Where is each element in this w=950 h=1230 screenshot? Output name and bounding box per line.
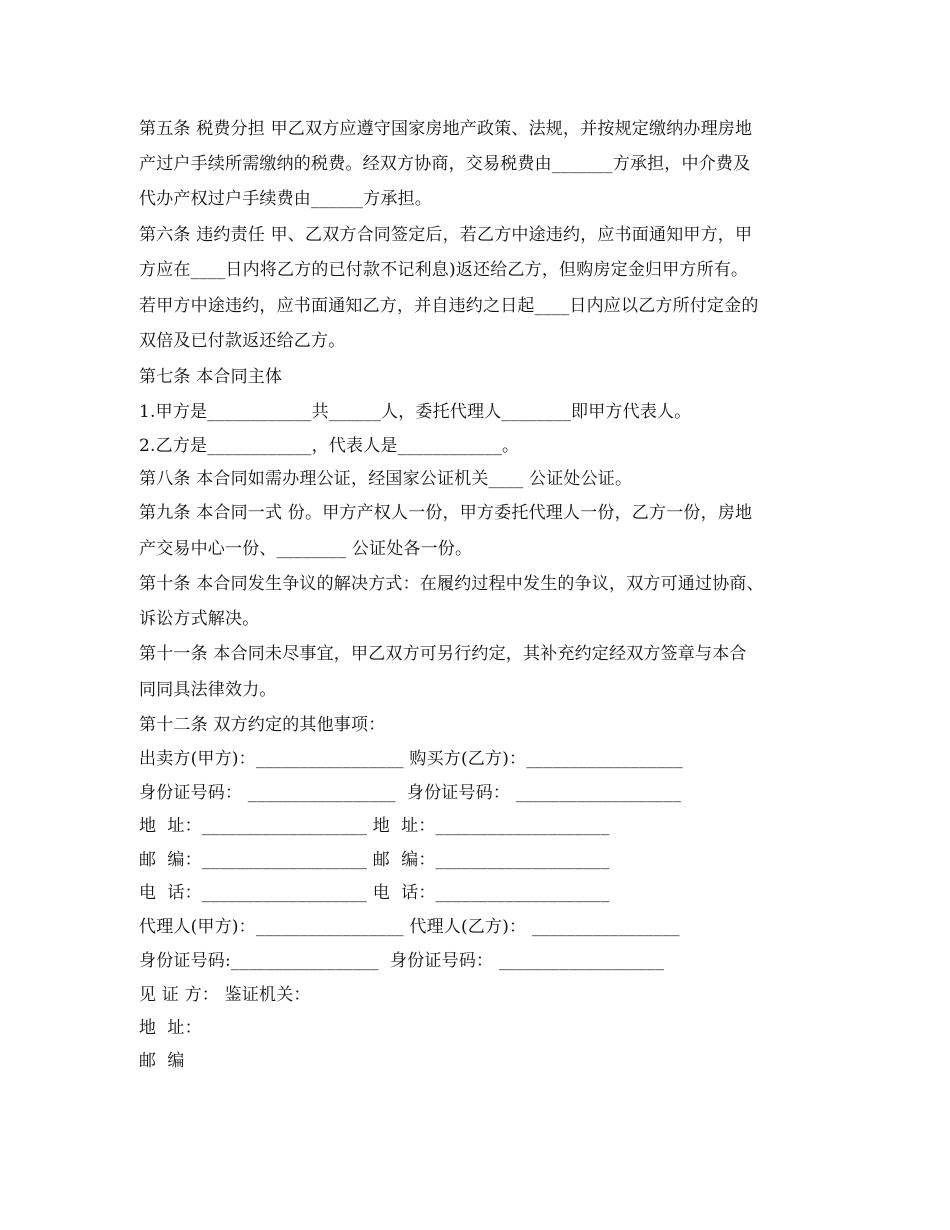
signature-line-address: 地 址：___________________ 地 址：____________________ (139, 816, 610, 836)
text-line: 2.乙方是____________，代表人是____________。 (139, 436, 520, 456)
witness-line: 见 证 方： 鉴证机关： (139, 985, 311, 1005)
text-line: 产交易中心一份、________ 公证处各一份。 (139, 539, 473, 559)
text-line: 第十条 本合同发生争议的解决方式：在履约过程中发生的争议，双方可通过协商、 (139, 574, 764, 594)
text-line: 第十一条 本合同未尽事宜，甲乙双方可另行约定，其补充约定经双方签章与本合 (139, 644, 747, 664)
signature-line-phone: 电 话：___________________ 电 话：____________________ (139, 883, 610, 903)
text-line: 代办产权过户手续费由______方承担。 (139, 189, 432, 209)
signature-line-postcode: 邮 编：___________________ 邮 编：____________________ (139, 850, 610, 870)
text-line: 同同具法律效力。 (139, 680, 277, 700)
text-line: 第九条 本合同一式 份。甲方产权人一份，甲方委托代理人一份，乙方一份，房地 (139, 503, 753, 523)
signature-line-agent-id: 身份证号码:_________________ 身份证号码： ___________________ (139, 951, 665, 971)
signature-line-agents: 代理人(甲方)：_________________ 代理人(乙方)： _________________ (139, 917, 680, 937)
witness-postcode-line: 邮 编 (139, 1051, 185, 1071)
text-line: 第十二条 双方约定的其他事项： (139, 715, 386, 735)
signature-line-parties: 出卖方(甲方)：_________________ 购买方(乙方)：__________________ (139, 749, 683, 769)
signature-line-id: 身份证号码： _________________ 身份证号码： ___________________ (139, 783, 682, 803)
text-line: 1.甲方是____________共______人，委托代理人________即甲方代表人。 (139, 402, 692, 422)
text-line: 第七条 本合同主体 (139, 367, 283, 387)
text-line: 双倍及已付款返还给乙方。 (139, 331, 346, 351)
text-line: 产过户手续所需缴纳的税费。经双方协商，交易税费由_______方承担，中介费及 (139, 154, 751, 174)
text-line: 第八条 本合同如需办理公证，经国家公证机关____ 公证处公证。 (139, 469, 633, 489)
witness-address-line: 地 址： (139, 1018, 202, 1038)
text-line: 若甲方中途违约，应书面通知乙方，并自违约之日起____日内应以乙方所付定金的 (139, 296, 759, 316)
text-line: 第六条 违约责任 甲、乙双方合同签定后，若乙方中途违约，应书面通知甲方，甲 (139, 225, 753, 245)
text-line: 第五条 税费分担 甲乙双方应遵守国家房地产政策、法规，并按规定缴纳办理房地 (139, 119, 753, 139)
text-line: 诉讼方式解决。 (139, 609, 260, 629)
text-line: 方应在____日内将乙方的已付款不记利息)返还给乙方，但购房定金归甲方所有。 (139, 260, 749, 280)
